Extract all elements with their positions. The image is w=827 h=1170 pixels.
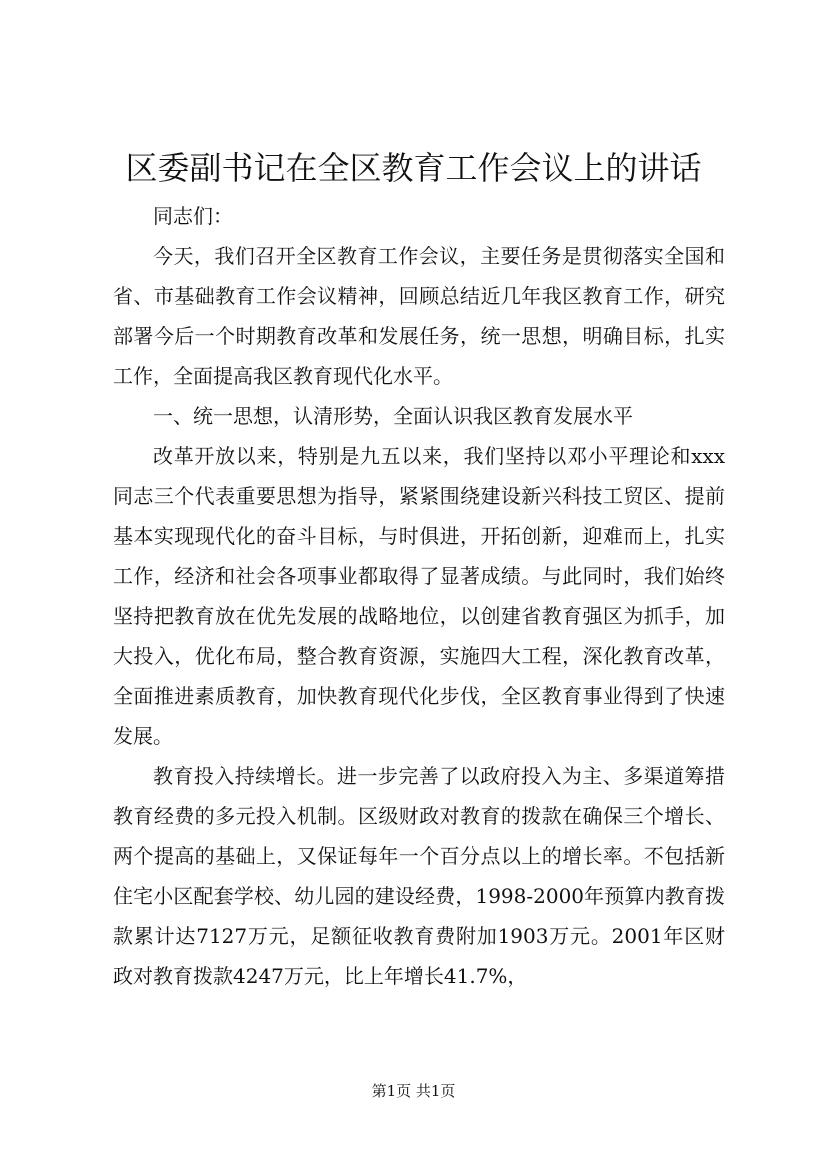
body-paragraph: 改革开放以来，特别是九五以来，我们坚持以邓小平理论和xxx同志三个代表重要思想为指导，紧紧围绕建设新兴科技工贸区、提前基本实现现代化的奋斗目标，与时俱进，开拓创新，迎难而上，扎实工作，经济和社会各项事业都取得了显著成绩。与此同时，我们始终坚持把教育放在优先发展的战略地位，以创建省教育强区为抓手，加大投入，优化布局，整合教育资源，实施四大工程，深化教育改革，全面推进素质教育，加快教育现代化步伐，全区教育事业得到了快速发展。 [113,444,725,748]
salutation-paragraph: 同志们： [153,204,233,228]
intro-paragraph: 今天，我们召开全区教育工作会议，主要任务是贯彻落实全国和省、市基础教育工作会议精神，回顾总结近几年我区教育工作，研究部署今后一个时期教育改革和发展任务，统一思想，明确目标，扎实工作，全面提高我区教育现代化水平。 [113,244,725,388]
document-body [113,196,725,996]
page-footer: 第1页 共1页 [371,1082,456,1100]
body-paragraph: 教育投入持续增长。进一步完善了以政府投入为主、多渠道筹措教育经费的多元投入机制。区级财政对教育的拨款在确保三个增长、两个提高的基础上，又保证每年一个百分点以上的增长率。不包括新住宅小区配套学校、幼儿园的建设经费，1998-2000年预算内教育拨款累计达7127万元，足额征收教育费附加1903万元。2001年区财政对教育拨款4247万元，比上年增长41.7%， [113,764,725,988]
document-title: 区委副书记在全区教育工作会议上的讲话 [125,149,702,187]
section-heading: 一、统一思想，认清形势，全面认识我区教育发展水平 [153,404,633,428]
